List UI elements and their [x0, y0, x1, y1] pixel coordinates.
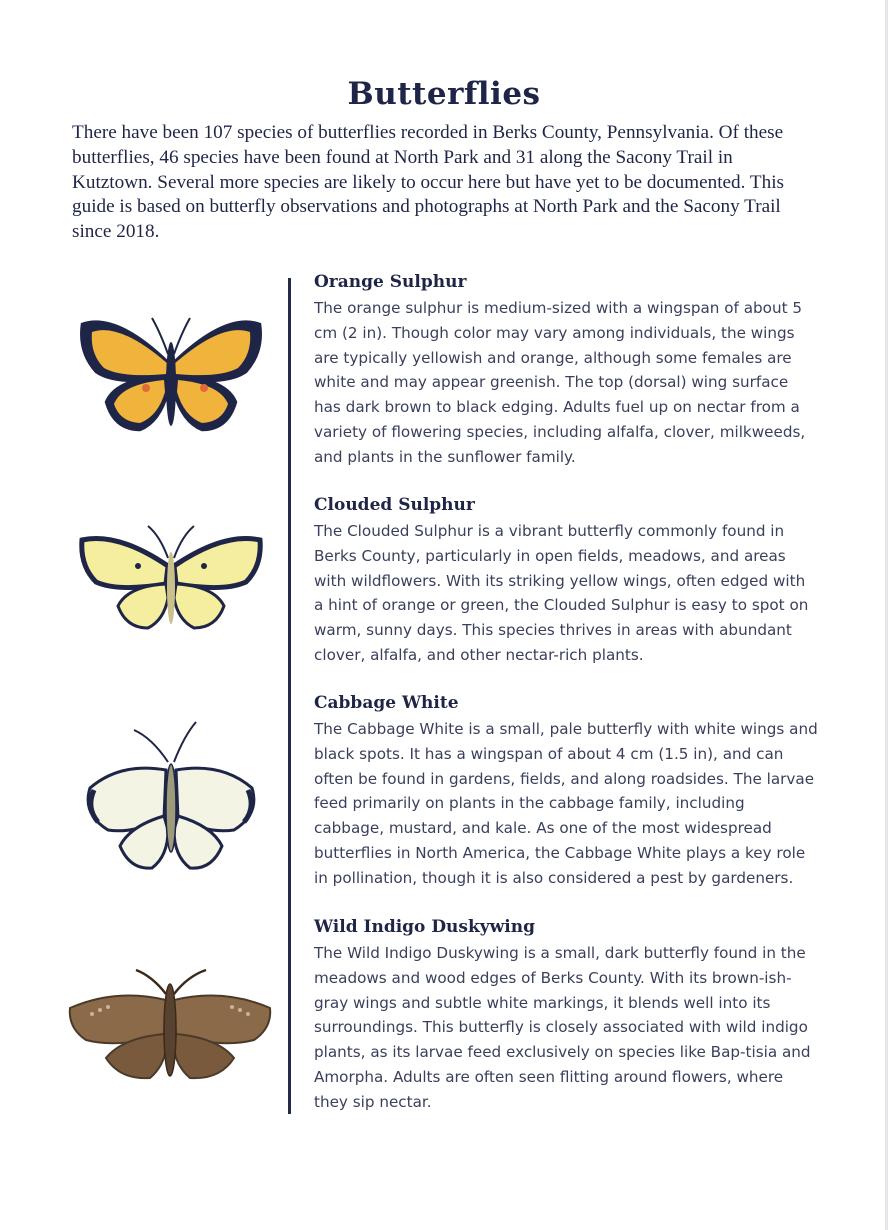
species-description: The Clouded Sulphur is a vibrant butterfly commonly found in Berks County, particularly in open fields, meadows, and areas with wildflowers. With its striking yellow wings, often edged with a hint of orange or green, the Clouded Sulphur is easy to spot on warm, sunny days. This species thrives in areas with abundant clover, alfalfa, and other nectar-rich plants.	[314, 522, 809, 664]
species-entry-wild-indigo-duskywing	[314, 916, 819, 1115]
wild-indigo-duskywing-butterfly-icon	[66, 966, 274, 1082]
species-entry-clouded-sulphur	[314, 494, 819, 668]
species-name: Clouded Sulphur	[314, 495, 475, 515]
species-name: Orange Sulphur	[314, 272, 467, 292]
clouded-sulphur-butterfly-icon	[78, 522, 264, 634]
vertical-divider	[288, 278, 291, 1114]
page-title: Butterflies	[347, 76, 541, 112]
cabbage-white-butterfly-icon	[80, 718, 262, 874]
intro-paragraph: There have been 107 species of butterflies recorded in Berks County, Pennsylvania. Of these butterflies, 46 species have been found at North Park and 31 along the Sacony Trail in Kutztown. Several more species are likely to occur here but have yet to be documented. This guide is based on butterfly observations and photographs at North Park and the Sacony Trail since 2018.	[72, 122, 785, 243]
orange-sulphur-butterfly-icon	[76, 312, 266, 436]
species-name: Wild Indigo Duskywing	[314, 917, 535, 937]
species-description: The Cabbage White is a small, pale butterfly with white wings and black spots. It has a wingspan of about 4 cm (1.5 in), and can often be found in gardens, fields, and along roadsides. The larvae feed primarily on plants in the cabbage family, including cabbage, mustard, and kale. As one of the most widespread butterflies in North America, the Cabbage White plays a key role in pollination, though it is also considered a pest by gardeners.	[314, 720, 818, 887]
species-entry-cabbage-white	[314, 692, 819, 891]
species-entry-orange-sulphur	[314, 271, 819, 470]
species-name: Cabbage White	[314, 693, 459, 713]
species-description: The orange sulphur is medium-sized with a wingspan of about 5 cm (2 in). Though color may vary among individuals, the wings are typically yellowish and orange, although some females are white and may appear greenish. The top (dorsal) wing surface has dark brown to black edging. Adults fuel up on nectar from a variety of flowering species, including alfalfa, clover, milkweeds, and plants in the sunflower family.	[314, 299, 806, 466]
species-description: The Wild Indigo Duskywing is a small, dark butterfly found in the meadows and wood edges of Berks County. With its brown-ish-gray wings and subtle white markings, it blends well into its surroundings. This butterfly is closely associated with wild indigo plants, as its larvae feed exclusively on species like Bap-tisia and Amorpha. Adults are often seen flitting around flowers, where they sip nectar.	[314, 944, 811, 1111]
